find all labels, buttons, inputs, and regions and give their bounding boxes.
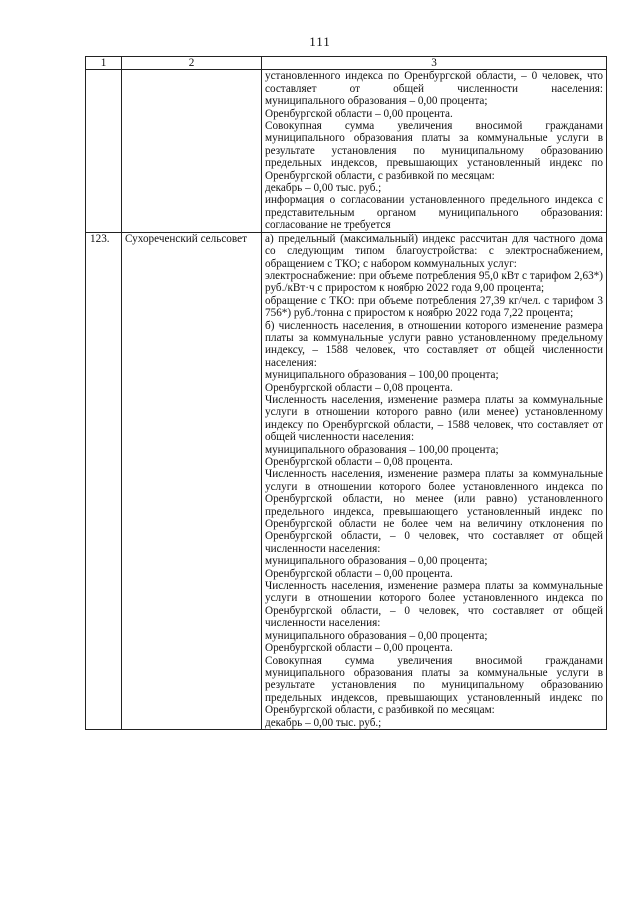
paragraph: декабрь – 0,00 тыс. руб.; [265, 182, 382, 195]
paragraph: обращение с ТКО: при объеме потребления 27,39 кг/чел. с тарифом 3 756*) руб./тонна с приростом к ноябрю 2022 года 7,22 процента; [265, 294, 603, 320]
table-row-continued [86, 70, 607, 232]
paragraph: Численность населения, изменение размера платы за коммунальные услуги в отношении которого равно (или менее) установленному индексу по Оренбургской области, – 1588 человек, что составляет от общей численности населения: [265, 393, 603, 444]
page-number: 111 [309, 34, 331, 49]
paragraph: Оренбургской области – 0,00 процента. [265, 107, 453, 120]
paragraph: Оренбургской области – 0,08 процента. [265, 456, 453, 468]
paragraph: муниципального образования – 100,00 процента; [265, 369, 499, 382]
paragraph: муниципального образования – 100,00 процента; [265, 443, 499, 456]
table-row-123 [86, 232, 607, 729]
document-table [85, 56, 607, 730]
municipality-name-cell: Сухореченский сельсовет [122, 232, 262, 729]
header-col-2: 2 [122, 57, 262, 70]
municipality-name-cell [122, 70, 262, 232]
row-number-cell [86, 70, 122, 232]
paragraph: Численность населения, изменение размера платы за коммунальные услуги в отношении которого более установленного индекса по Оренбургской области, – 0 человек, что составляет от общей численности населения: [265, 580, 603, 630]
paragraph: муниципального образования – 0,00 процента; [265, 95, 488, 108]
paragraph: Оренбургской области – 0,00 процента. [265, 567, 453, 580]
header-col-1: 1 [86, 57, 122, 70]
paragraph: б) численность населения, в отношении которого изменение размера платы за коммунальные услуги равно установленному предельному индексу, – 1588 человек, что составляет от общей численности населения: [265, 319, 603, 369]
paragraph: муниципального образования – 0,00 процента; [265, 555, 488, 568]
paragraph: Совокупная сумма увеличения вносимой гражданами муниципального образования платы за коммунальные услуги в результате установления по муниципальному образованию предельных индексов, превышающих установленный индекс по Оренбургской области, с разбивкой по месяцам: [265, 120, 603, 182]
paragraph: муниципального образования – 0,00 процента; [265, 629, 488, 642]
paragraph: декабрь – 0,00 тыс. руб.; [265, 716, 382, 729]
details-cell [262, 70, 607, 232]
paragraph: а) предельный (максимальный) индекс рассчитан для частного дома со следующим типом благоустройства: с электроснабжением, обращением с ТКО; с набором коммунальных услуг: [265, 232, 603, 270]
paragraph: Численность населения, изменение размера платы за коммунальные услуги в отношении которого более установленного индекса по Оренбургской области, но менее (или равно) установленного предельного индекса, превышающего установленный индекс по Оренбургской области не более чем на величину отклонения по Оренбургской области, – 0 человек, что составляет от общей численности населения: [265, 468, 603, 555]
table-header-row [86, 57, 607, 70]
paragraph: Оренбургской области – 0,00 процента. [265, 642, 453, 655]
paragraph: установленного индекса по Оренбургской области, – 0 человек, что составляет от общей численности населения: [265, 70, 603, 95]
paragraph: электроснабжение: при объеме потребления 95,0 кВт с тарифом 2,63*) руб./кВт·ч с приростом к ноябрю 2022 года 9,00 процента; [265, 269, 603, 295]
header-col-3: 3 [262, 57, 607, 70]
paragraph: Совокупная сумма увеличения вносимой гражданами муниципального образования платы за коммунальные услуги в результате установления по муниципальному образованию предельных индексов, превышающих установленный индекс по Оренбургской области, с разбивкой по месяцам: [265, 654, 603, 717]
paragraph: информация о согласовании установленного предельного индекса с представительным органом муниципального образования: согласование не требуется [265, 194, 603, 232]
details-cell [262, 232, 607, 729]
paragraph: Оренбургской области – 0,08 процента. [265, 381, 453, 394]
row-number-cell: 123. [86, 232, 122, 729]
